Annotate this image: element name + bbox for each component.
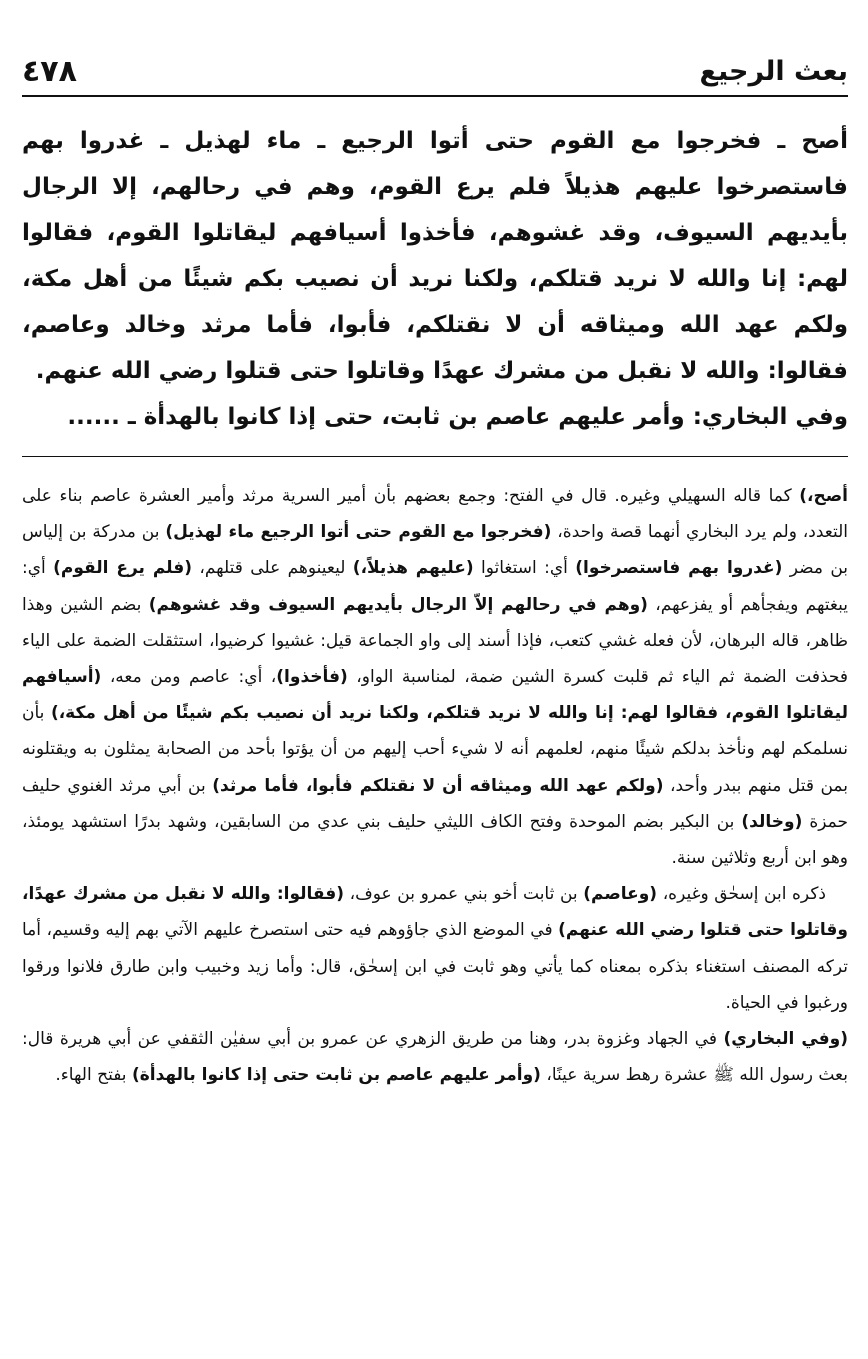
commentary-paragraph [22, 478, 848, 876]
quoted-text: (أسيافهم ليقاتلوا القوم، فقالوا لهم: إنا والله لا نريد قتلكم، ولكنا نريد أن نصيب بكم شيئًا من أهل مكة،) [22, 667, 848, 724]
main-paragraph: أصح ـ فخرجوا مع القوم حتى أتوا الرجيع ـ ماء لهذيل ـ غدروا بهم فاستصرخوا عليهم هذيلاً فلم يرع القوم، وهم في رحالهم، إلا الرجال بأيديهم السيوف، وقد غشوهم، فأخذوا أسيافهم ليقاتلوا القوم، فقالوا لهم: إنا والله لا نريد قتلكم، ولكنا نريد أن نصيب بكم شيئًا من أهل مكة، ولكم عهد الله وميثاقه أن لا نقتلكم، فأبوا، فأما مرثد وخالد وعاصم، فقالوا: والله لا نقبل من مشرك عهدًا وقاتلوا حتى قتلوا رضي الله عنهم. [22, 128, 848, 384]
commentary-text: في الموضع الذي جاؤوهم فيه حتى استصرخ عليهم الآتي بهم إليه وقسيم، أما تركه المصنف استغناء بذكره بمعناه كما يأتي وهو ثابت في ابن إسحٰق، قال: وأما زيد وخبيب وابن طارق فلانوا ورقوا ورغبوا في الحياة. [22, 920, 848, 1013]
quoted-text: (وفي البخاري) [723, 1029, 848, 1050]
commentary-text: بفتح الهاء. [55, 1065, 132, 1086]
quoted-text: أصح،) [799, 486, 848, 506]
commentary-text: في الجهاد وغزوة بدر، وهنا من طريق الزهري عن عمرو بن أبي سفيٰن الثقفي عن أبي هريرة قال: بعث رسول الله ﷺ عشرة رهط سرية عينًا، [22, 1029, 848, 1086]
commentary-text: بن ثابت أخو بني عمرو بن عوف، [344, 884, 584, 905]
commentary-text: بأن نسلمكم لهم ونأخذ بدلكم شيئًا منهم، لعلمهم أنه لا شيء أحب إليهم من أن يؤتوا بأحد من الصحابة يمثلون به ويقتلونه بمن قتل منهم ببدر وأحد، [22, 703, 848, 796]
commentary-text: أي: يبغتهم ويفجأهم أو يفزعهم، [22, 558, 848, 615]
quoted-text: (وأمر عليهم عاصم بن ثابت حتى إذا كانوا بالهدأة) [131, 1065, 541, 1086]
commentary-text: بن مدركة بن إلياس بن مضر [22, 522, 848, 579]
commentary-text: كما قاله السهيلي وغيره. قال في الفتح: وجمع بعضهم بأن أمير السرية مرثد وأمير العشرة عاصم بناء على التعدد، ولم يرد البخاري أنهما قصة واحدة، [22, 486, 849, 543]
page-number: ٤٧٨ [22, 54, 77, 89]
main-paragraph-bukhari: وفي البخاري: وأمر عليهم عاصم بن ثابت، حتى إذا كانوا بالهدأة ـ ...... [67, 404, 848, 430]
commentary-text: ليعينوهم على قتلهم، [192, 558, 353, 579]
commentary-text: بن أبي مرثد الغنوي حليف حمزة [22, 775, 848, 832]
commentary [22, 478, 848, 1093]
quoted-text: (وعاصم) [583, 884, 658, 905]
quoted-text: (وهم في رحالهم إلاّ الرجال بأيديهم السيوف وقد غشوهم) [148, 594, 648, 615]
commentary-text: ، أي: عاصم ومن معه، [101, 667, 277, 688]
commentary-paragraph [22, 1021, 848, 1093]
quoted-text: (فأخذوا) [276, 667, 348, 688]
quoted-text: (غدروا بهم فاستصرخوا) [575, 558, 783, 579]
main-text [22, 118, 848, 440]
quoted-text: (فقالوا: والله لا نقبل من مشرك عهدًا، وقاتلوا حتى قتلوا رضي الله عنهم) [22, 884, 848, 941]
commentary-paragraph [22, 876, 848, 1021]
book-page [22, 0, 848, 1359]
running-title: بعث الرجيع [699, 56, 848, 87]
quoted-text: (فخرجوا مع القوم حتى أتوا الرجيع ماء لهذيل) [165, 522, 552, 543]
header-divider [22, 95, 848, 97]
quoted-text: (ولكم عهد الله وميثاقه أن لا نقتلكم فأبوا، فأما مرثد) [212, 775, 664, 796]
quoted-text: (عليهم هذيلاً،) [352, 558, 474, 579]
commentary-text: بن البكير بضم الموحدة وفتح الكاف الليثي حليف بني عدي من السابقين، وشهد بدرًا استشهد يومئذ، وهو ابن أربع وثلاثين سنة. [22, 811, 848, 869]
quoted-text: (فلم يرع القوم) [53, 558, 192, 579]
commentary-text: ذكره ابن إسحٰق وغيره، [657, 884, 826, 905]
quoted-text: (وخالد) [741, 811, 803, 832]
commentary-text: بضم الشين وهذا ظاهر، قاله البرهان، لأن فعله غشي كتعب، فإذا أسند إلى واو الجماعة قيل: غشيوا كرضيوا، استثقلت الضمة على الياء فحذفت الضمة ثم الياء ثم قلبت كسرة الشين ضمة، لمناسبة الواو، [22, 594, 848, 688]
footnote-divider [22, 456, 848, 457]
page-header [22, 52, 848, 92]
commentary-text: أي: استغاثوا [473, 558, 576, 579]
